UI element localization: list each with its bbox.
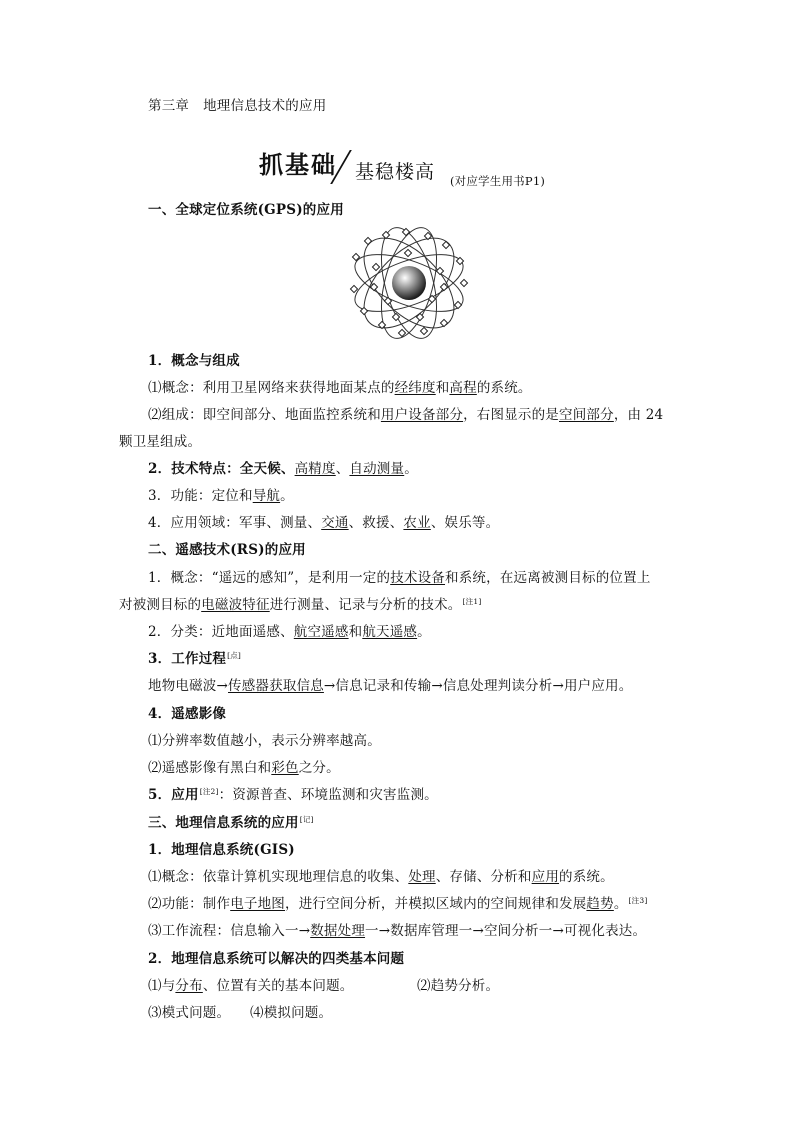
satellite-icon xyxy=(420,327,427,334)
text: 和 xyxy=(435,380,450,396)
answer-underline: 彩色 xyxy=(271,760,299,776)
satellite-icon xyxy=(440,319,447,326)
s2-concept-line xyxy=(148,569,651,587)
text: 、救援、 xyxy=(348,515,404,531)
s2-process-heading xyxy=(148,650,241,668)
text: 5．应用 xyxy=(148,787,199,803)
answer-underline: 应用 xyxy=(531,869,560,885)
satellite-icon xyxy=(454,301,461,308)
note-ref: [记] xyxy=(299,814,314,824)
text: 2．分类：近地面遥感、 xyxy=(148,624,294,640)
text: →信息记录和传输→信息处理判读分析→用户应用。 xyxy=(323,678,633,694)
satellite-icon xyxy=(404,249,411,256)
satellite-icon xyxy=(436,267,443,274)
s2-images-heading: 4．遥感影像 xyxy=(148,706,227,722)
text: 。 xyxy=(417,624,431,640)
answer-underline: 电磁波特征 xyxy=(201,597,270,613)
answer-underline: 航天遥感 xyxy=(362,624,418,640)
note-ref: [注2] xyxy=(199,786,219,796)
chapter-number: 第三章 xyxy=(148,98,190,114)
s3-question-4: ⑷模拟问题。 xyxy=(250,1005,333,1021)
text: 1．概念：“遥远的感知”，是利用一定的 xyxy=(148,570,391,586)
gps-satellite-illustration xyxy=(348,227,470,339)
text: ⑵功能：制作 xyxy=(148,896,231,912)
s3-question-1 xyxy=(148,977,354,995)
chapter-heading xyxy=(148,97,326,115)
text: ⑴概念：依靠计算机实现地理信息的收集、 xyxy=(148,869,409,885)
s3-sub-1: 1．地理信息系统(GIS) xyxy=(148,842,295,858)
s1-concept-heading: 1．概念与组成 xyxy=(148,353,240,369)
text: 三、地理信息系统的应用 xyxy=(148,815,299,831)
s3-concept-line xyxy=(148,868,614,886)
s1-functions-line xyxy=(148,487,294,505)
text: ，由 24 xyxy=(613,407,664,423)
answer-underline: 航空遥感 xyxy=(293,624,349,640)
text: 。 xyxy=(280,488,294,504)
text: 3．工作过程 xyxy=(148,651,227,667)
section-3-heading xyxy=(148,814,314,832)
text: 3．功能：定位和 xyxy=(148,488,253,504)
answer-underline: 导航 xyxy=(252,488,281,504)
text: 。 xyxy=(613,896,628,912)
satellite-icon xyxy=(442,241,449,248)
satellite-icon xyxy=(440,283,447,290)
answer-underline: 传感器获取信息 xyxy=(228,678,324,694)
s1-fields-line xyxy=(148,514,499,532)
note-ref: [点] xyxy=(227,650,242,660)
text: 2．技术特点：全天候、 xyxy=(148,461,295,477)
note-ref: [注3] xyxy=(628,895,648,905)
text: 对被测目标的 xyxy=(119,597,202,613)
banner-note: (对应学生用书P1) xyxy=(450,174,546,188)
text: 的系统。 xyxy=(476,380,532,396)
text: 进行测量、记录与分析的技术。 xyxy=(269,597,462,613)
s2-application-line xyxy=(148,786,438,804)
s1-composition-line-2: 颗卫星组成。 xyxy=(119,434,202,450)
s2-process-line xyxy=(148,677,632,695)
text: 。 xyxy=(404,461,418,477)
answer-underline: 高精度 xyxy=(294,461,336,477)
satellite-icon xyxy=(372,263,379,270)
text: 之分。 xyxy=(298,760,340,776)
s3-question-2: ⑵趋势分析。 xyxy=(417,978,500,994)
satellite-icon xyxy=(460,279,467,286)
s2-image-2 xyxy=(148,759,340,777)
answer-underline: 高程 xyxy=(449,380,477,396)
text: 、 xyxy=(335,461,350,477)
s3-sub-2: 2．地理信息系统可以解决的四类基本问题 xyxy=(148,951,405,967)
text: ⑴与 xyxy=(148,978,176,994)
answer-underline: 经纬度 xyxy=(394,380,436,396)
text: 、位置有关的基本问题。 xyxy=(202,978,354,994)
satellite-icon xyxy=(350,285,357,292)
satellite-icon xyxy=(364,237,371,244)
answer-underline: 空间部分 xyxy=(559,407,614,423)
text: 地物电磁波→ xyxy=(148,678,229,694)
answer-underline: 农业 xyxy=(403,515,431,531)
text: ⑵遥感影像有黑白和 xyxy=(148,760,272,776)
answer-underline: 电子地图 xyxy=(230,896,286,912)
banner-main: 抓基础 xyxy=(259,151,337,179)
text: 、存储、分析和 xyxy=(435,869,532,885)
earth-globe xyxy=(392,266,426,300)
s2-image-1: ⑴分辨率数值越小，表示分辨率越高。 xyxy=(148,733,381,749)
text: ⑶工作流程：信息输入一→ xyxy=(148,923,311,939)
text: 的系统。 xyxy=(559,869,614,885)
answer-underline: 技术设备 xyxy=(390,570,446,586)
text: 和 xyxy=(348,624,363,640)
satellite-icon xyxy=(370,283,377,290)
answer-underline: 用户设备部分 xyxy=(380,407,464,423)
text: ，右图显示的是 xyxy=(463,407,560,423)
text: ⑴概念：利用卫星网络来获得地面某点的 xyxy=(148,380,395,396)
answer-underline: 交通 xyxy=(321,515,349,531)
text: ：资源普查、环境监测和灾害监测。 xyxy=(218,787,438,803)
satellite-icon xyxy=(398,329,405,336)
answer-underline: 趋势 xyxy=(586,896,614,912)
s2-classify-line xyxy=(148,623,431,641)
section-2-heading: 二、遥感技术(RS)的应用 xyxy=(148,542,306,558)
s3-question-3: ⑶模式问题。 xyxy=(148,1005,231,1021)
answer-underline: 分布 xyxy=(175,978,203,994)
s1-composition-line xyxy=(148,406,663,424)
s3-workflow-line xyxy=(148,922,646,940)
banner-sub: 基稳楼高 xyxy=(355,161,436,183)
text: 4．应用领域：军事、测量、 xyxy=(148,515,322,531)
answer-underline: 处理 xyxy=(408,869,436,885)
answer-underline: 自动测量 xyxy=(349,461,405,477)
s2-concept-line-2 xyxy=(119,596,481,614)
chapter-title: 地理信息技术的应用 xyxy=(203,98,327,114)
section-1-heading: 一、全球定位系统(GPS)的应用 xyxy=(148,202,344,218)
text: 一→数据库管理一→空间分析一→可视化表达。 xyxy=(365,923,647,939)
text: ⑵组成：即空间部分、地面监控系统和 xyxy=(148,407,381,423)
answer-underline: 数据处理 xyxy=(310,923,366,939)
s1-features-line xyxy=(148,460,418,478)
note-ref: [注1] xyxy=(462,596,482,606)
text: 和系统，在远离被测目标的位置上 xyxy=(445,570,651,586)
text: ，进行空间分析，并模拟区域内的空间规律和发展 xyxy=(285,896,587,912)
text: 、娱乐等。 xyxy=(430,515,500,531)
s1-concept-line xyxy=(148,379,532,397)
s3-function-line xyxy=(148,895,647,913)
